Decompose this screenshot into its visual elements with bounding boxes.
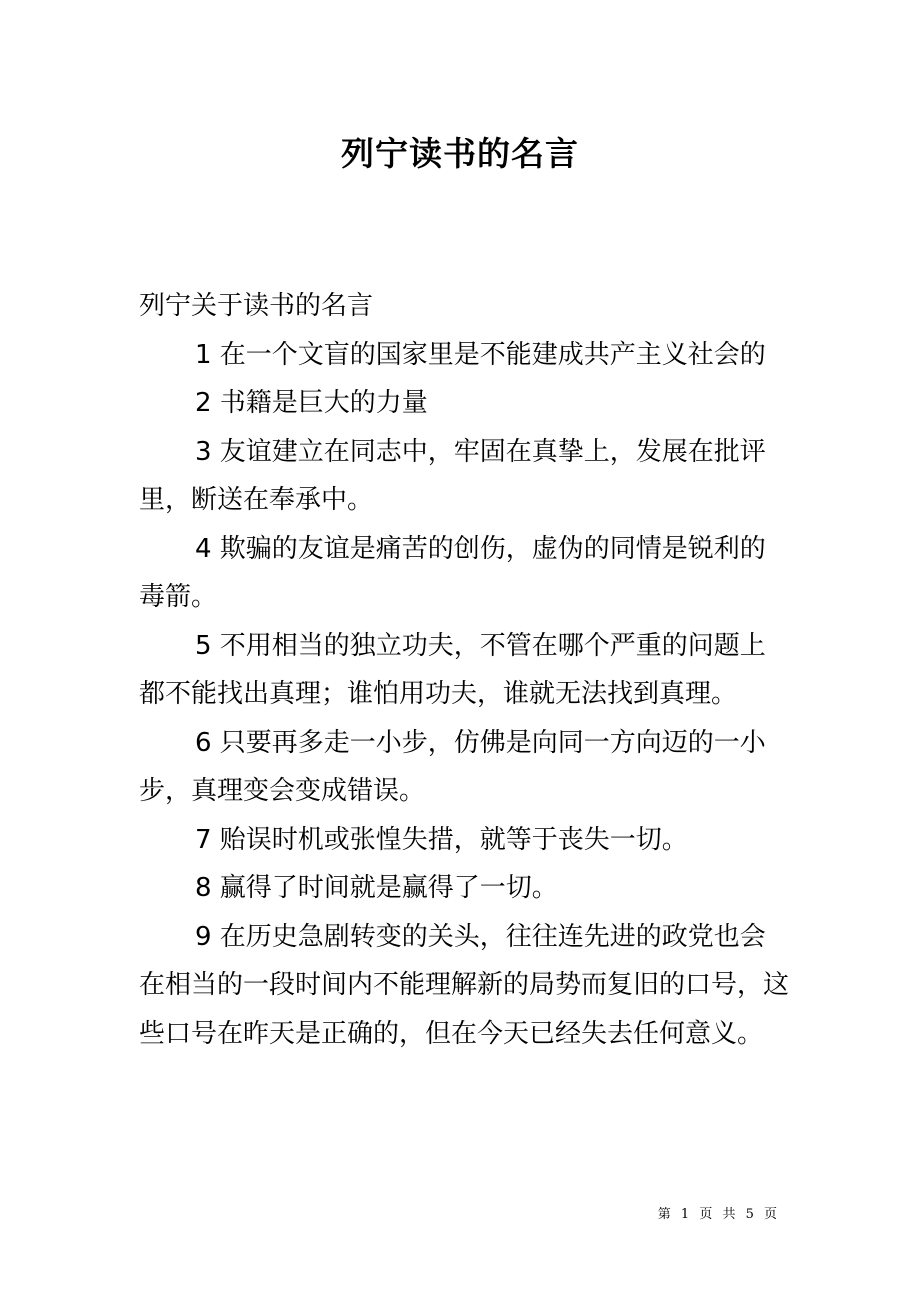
quote-6: 6 只要再多走一小步，仿佛是向同一方向迈的一小步，真理变会变成错误。 bbox=[139, 727, 766, 806]
document-body bbox=[139, 282, 789, 1058]
quote-2: 2 书籍是巨大的力量 bbox=[195, 388, 428, 418]
quote-1: 1 在一个文盲的国家里是不能建成共产主义社会的 bbox=[195, 339, 766, 370]
intro-line: 列宁关于读书的名言 bbox=[139, 291, 374, 321]
quote-5: 5 不用相当的独立功夫，不管在哪个严重的问题上都不能找出真理；谁怕用功夫，谁就无法找到真理。 bbox=[139, 630, 766, 709]
quote-7: 7 贻误时机或张惶失措，就等于丧失一切。 bbox=[195, 824, 688, 855]
page-number-footer: 第 1 页 共 5 页 bbox=[657, 1207, 780, 1222]
document-title: 列宁读书的名言 bbox=[341, 134, 579, 173]
quote-8: 8 赢得了时间就是赢得了一切。 bbox=[195, 873, 558, 903]
quote-3: 3 友谊建立在同志中，牢固在真挚上，发展在批评里，断送在奉承中。 bbox=[139, 436, 766, 515]
quote-9: 9 在历史急剧转变的关头，往往连先进的政党也会在相当的一段时间内不能理解新的局势而复旧的口号，这些口号在昨天是正确的，但在今天已经失去任何意义。 bbox=[139, 921, 790, 1049]
quote-4: 4 欺骗的友谊是痛苦的创伤，虚伪的同情是锐利的毒箭。 bbox=[139, 533, 766, 612]
